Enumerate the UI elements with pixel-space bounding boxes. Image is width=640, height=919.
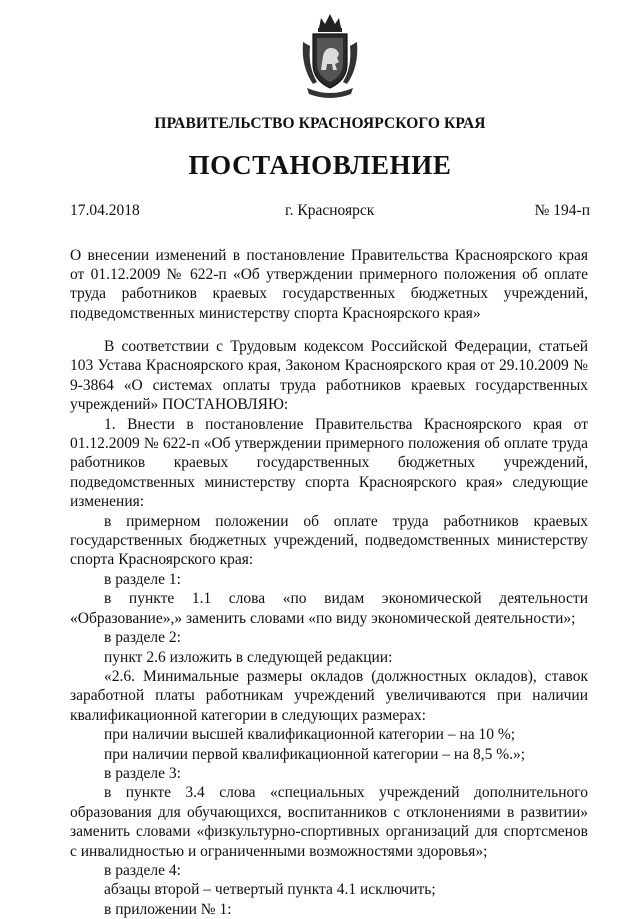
paragraph: в разделе 2: [104,629,181,647]
document-city: г. Красноярск [285,202,375,219]
meta-row [70,202,590,222]
document-number: № 194-п [534,202,590,219]
paragraph: В соответствии с Трудовым кодексом Российской Федерации, статьей 103 Устава Красноярского края, Законом Красноярского края от 29.10.2009 № 9-3864 «О системах оплаты труда работников краевых государственных учреждений» ПОСТАНОВЛЯЮ: [70,338,588,414]
document-body [70,337,588,919]
paragraph: в пункте 1.1 слова «по видам экономической деятельности «Образование»,» заменить словами «по виду экономической деятельности»; [70,590,588,627]
paragraph: 1. Внести в постановление Правительства Красноярского края от 01.12.2009 № 622-п «Об утверждении примерного положения об оплате труда работников краевых государственных бюджетных учреждений, подведомственных министерству спорта Красноярского края» следующие изменения: [70,415,588,511]
paragraph: при наличии первой квалификационной категории – на 8,5 %.»; [104,745,526,763]
paragraph: пункт 2.6 изложить в следующей редакции: [104,648,393,666]
document-date: 17.04.2018 [70,202,140,219]
paragraph: в разделе 3: [104,764,181,782]
coat-of-arms-icon [299,12,361,98]
paragraph: при наличии высшей квалификационной категории – на 10 %; [104,726,516,744]
paragraph: абзацы второй – четвертый пункта 4.1 исключить; [104,881,436,899]
paragraph: в примерном положении об оплате труда работников краевых государственных бюджетных учреждений, подведомственных министерству спорта Красноярского края: [70,512,588,569]
paragraph: в пункте 3.4 слова «специальных учреждений дополнительного образования для обучающихся, воспитанников с отклонениями в развитии» заменить словами «физкультурно-спортивных организаций для спортсменов с инвалидностью и ограниченными возможностями здоровья»; [70,784,588,860]
paragraph: в разделе 1: [104,570,181,588]
paragraph: «2.6. Минимальные размеры окладов (должностных окладов), ставок заработной платы работникам учреждений увеличиваются при наличии квалификационной категории в следующих размерах: [70,667,588,724]
government-name: ПРАВИТЕЛЬСТВО КРАСНОЯРСКОГО КРАЯ [154,115,486,132]
paragraph: в приложении № 1: [104,900,232,918]
document-subject: О внесении изменений в постановление Правительства Красноярского края от 01.12.2009 № 622-п «Об утверждении примерного положения об оплате труда работников краевых государственных бюджетных учреждений, подведомственных министерству спорта Красноярского края» [70,247,588,322]
paragraph: в разделе 4: [104,861,181,879]
document-type-title: ПОСТАНОВЛЕНИЕ [188,150,452,180]
